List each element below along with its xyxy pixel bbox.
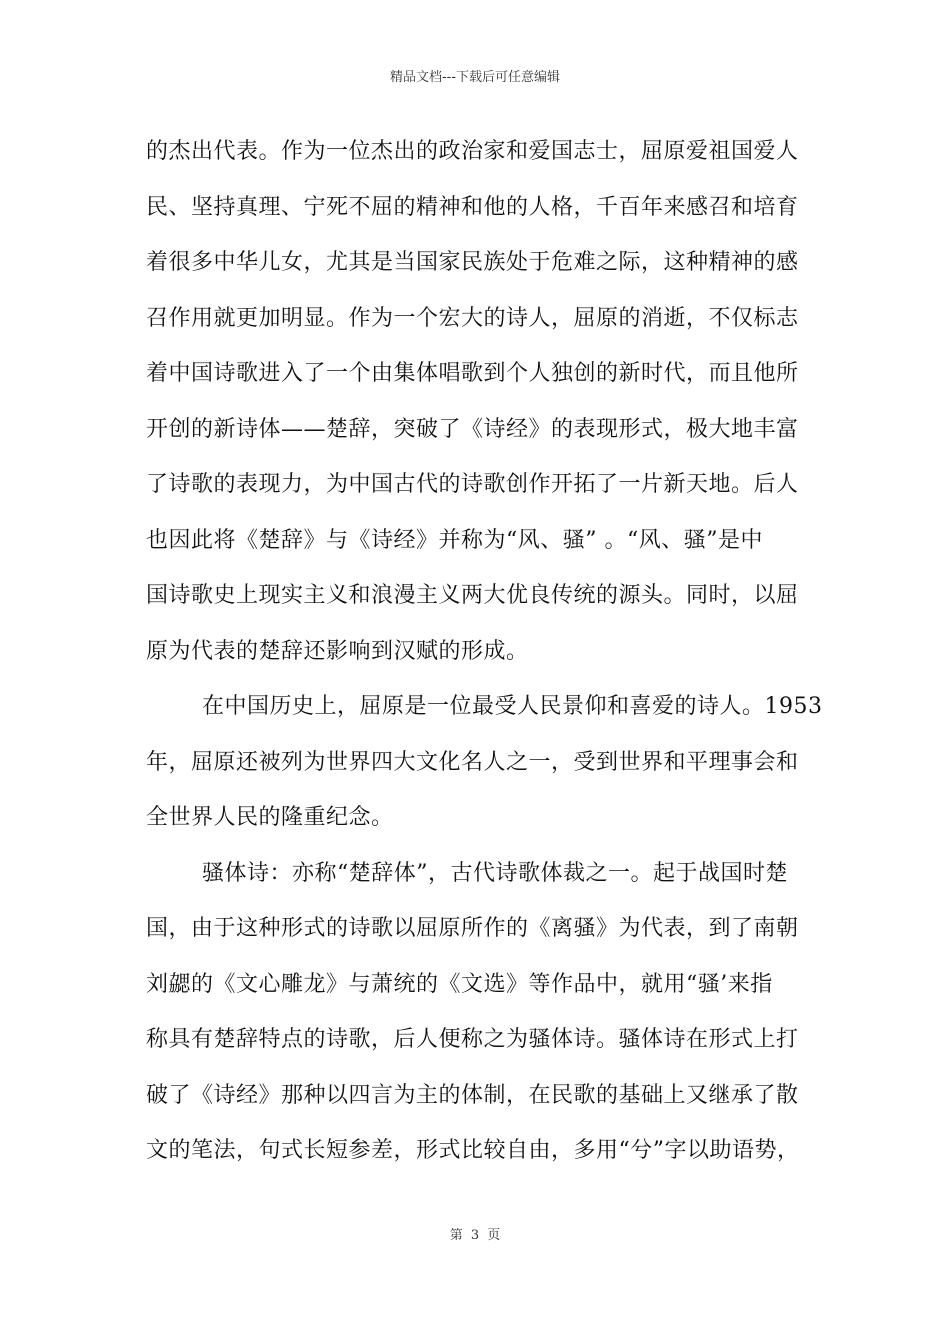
page-number: 3	[470, 1228, 480, 1243]
text-line: 开创的新诗体——楚辞，突破了《诗经》的表现形式，极大地丰富	[146, 416, 799, 442]
text-line: 也因此将《楚辞》与《诗经》并称为“风、骚” 。“风、骚”是中	[146, 527, 763, 553]
text-line: 原为代表的楚辞还影响到汉赋的形成。	[146, 638, 529, 664]
page-footer	[0, 1224, 950, 1243]
text-line: 刘勰的《文心雕龙》与萧统的《文选》等作品中，就用“骚’来指	[146, 971, 773, 997]
document-body	[146, 130, 823, 1185]
text-line: 召作用就更加明显。作为一个宏大的诗人，屈原的消逝，不仅标志	[146, 305, 799, 331]
paragraph-start-line: 在中国历史上，屈原是一位最受人民景仰和喜爱的诗人。1953	[202, 694, 823, 719]
text-line: 着中国诗歌进入了一个由集体唱歌到个人独创的新时代，而且他所	[146, 361, 799, 386]
text-line: 了诗歌的表现力，为中国古代的诗歌创作开拓了一片新天地。后人	[146, 472, 799, 497]
text-line: 破了《诗经》那种以四言为主的体制，在民歌的基础上又继承了散	[146, 1082, 799, 1108]
text-line: 着很多中华儿女，尤其是当国家民族处于危难之际，这种精神的感	[146, 250, 799, 275]
text-line: 文的笔法，句式长短参差，形式比较自由，多用“兮”字以助语势，	[146, 1138, 800, 1163]
paragraph-start-line: 骚体诗：亦称“楚辞体”，古代诗歌体裁之一。起于战国时楚	[202, 860, 788, 886]
text-line: 年，屈原还被列为世界四大文化名人之一，受到世界和平理事会和	[146, 749, 799, 775]
text-line: 民、坚持真理、宁死不屈的精神和他的人格，千百年来感召和培育	[146, 194, 799, 220]
text-line: 全世界人民的隆重纪念。	[146, 805, 394, 830]
text-line: 称具有楚辞特点的诗歌，后人便称之为骚体诗。骚体诗在形式上打	[146, 1027, 799, 1052]
page-number-prefix: 第	[449, 1228, 463, 1243]
text-line: 国，由于这种形式的诗歌以屈原所作的《离骚》为代表，到了南朝	[146, 916, 799, 941]
text-line: 的杰出代表。作为一位杰出的政治家和爱国志士，屈原爱祖国爱人	[146, 139, 799, 164]
text-line: 国诗歌史上现实主义和浪漫主义两大优良传统的源头。同时，以屈	[146, 583, 799, 608]
page-number-suffix: 页	[487, 1228, 501, 1243]
page-header: 精品文档---下载后可任意编辑	[389, 70, 561, 85]
